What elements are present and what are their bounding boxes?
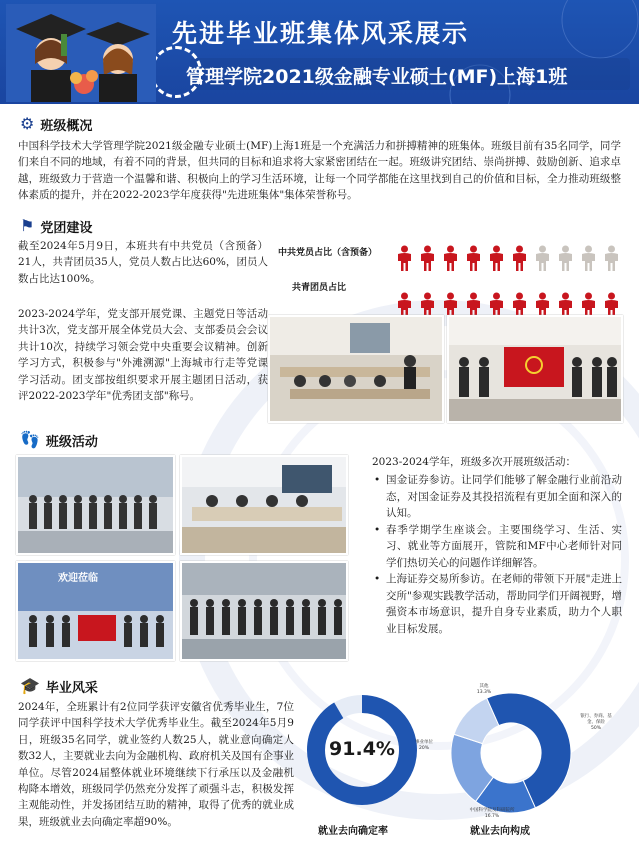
graduation-text: 2024年，全班累计有2位同学获评安徽省优秀毕业生，7位同学获评中国科学技术大学优秀毕业生。截至2024年5月9日，班级35名同学，就业签约人数25人，就业意向确定人数32人，主要就业去向为金融机构、政府机关及国有企事业单位。尽管2024届整体就业环境继续下行承压以及金融机构降本增效，班级同学仍然充分发挥了顽强斗志，积极发挥主观能动性，并发扬团结互助的精神，取得了优秀的就业成果，班级就业去向确定率超90%。 <box>18 701 294 828</box>
party-meeting-photo <box>268 315 444 423</box>
league-member-label: 共青团员占比 <box>292 283 347 293</box>
overview-title: 班级概况 <box>40 118 93 134</box>
employment-rate-value: 91.4% <box>329 738 395 760</box>
party-member-person-filled <box>396 245 413 271</box>
party-member-person-filled <box>511 245 528 271</box>
slice-label: 银行、券商、基金、保险 50% <box>580 714 612 731</box>
party-member-person-empty <box>580 245 597 271</box>
slice-label: 中国科学院及科研院所 16.7% <box>469 808 515 819</box>
activity-item: • 春季学期学生座谈会。主要围绕学习、生活、实习、就业等方面展开，管院和MF中心老师针对同学们热切关心的问题作详细解答。 <box>374 522 622 572</box>
activity-banner-text: 欢迎莅临 <box>58 573 98 584</box>
activities-title: 班级活动 <box>45 434 98 450</box>
footprints-icon: 👣 <box>20 430 40 449</box>
activity-item: • 国金证券参访。让同学们能够了解金融行业前沿动态，对国金证券及其投招流程有更加全面和深入的认知。 <box>374 472 622 522</box>
party-member-person-filled <box>442 245 459 271</box>
party-member-stat <box>278 245 626 271</box>
activities-heading <box>20 430 98 450</box>
activity-photo-3 <box>16 561 175 661</box>
league-member-stat <box>278 280 626 318</box>
employment-rate-caption: 就业去向确定率 <box>318 826 388 837</box>
activity-item: • 上海证券交易所参访。在老师的带领下开展"走进上交所"参观实践教学活动，帮助同学们开阔视野，增强资本市场意识，提升自身专业素质，助力个人职业目标发展。 <box>374 571 622 637</box>
employment-destination-chart <box>448 690 574 816</box>
poster-title: 先进毕业班集体风采展示 <box>172 19 470 48</box>
gear-icon: ⚙ <box>20 114 35 133</box>
party-member-person-empty <box>557 245 574 271</box>
flag-icon: ⚑ <box>20 216 35 235</box>
graduation-cap-icon: 🎓 <box>20 676 40 695</box>
party-group-photo <box>447 315 623 423</box>
graduates-illustration <box>6 4 156 102</box>
party-member-person-empty <box>603 245 620 271</box>
slice-label: 事业单位 20% <box>415 740 433 751</box>
slice-label: 其他 13.3% <box>476 684 492 695</box>
activity-photo-1 <box>16 455 175 555</box>
party-text-1: 截至2024年5月9日，本班共有中共党员（含预备）21人，共青团员35人，党员人数占比达60%，团员人数占比达100%。 <box>18 240 268 285</box>
activity-photo-2 <box>180 455 348 555</box>
party-member-label: 中共党员占比（含预备） <box>278 248 378 258</box>
party-member-pictograph <box>396 245 626 271</box>
party-member-person-filled <box>465 245 482 271</box>
overview-text: 中国科学技术大学管理学院2021级金融专业硕士(MF)上海1班是一个充满活力和拼搏精神的班集体。班级目前有35名同学，同学们来自不同的地域，有着不同的背景，但共同的目标和追求将大家紧密团结在一起。班级讲究团结、崇尚拼搏、鼓励创新、追求卓越，班级致力于营造一个温馨和谐、积极向上的学习生活环境，让每一个同学都能在这里找到自己的价值和目标，全力推动班级整体素质的提升，并在2022-2023学年度获得"先进班集体"集体荣誉称号。 <box>18 140 621 202</box>
graduation-heading <box>20 676 98 696</box>
activities-list <box>374 472 622 637</box>
party-member-person-filled <box>419 245 436 271</box>
activities-intro: 2023-2024学年，班级多次开展班级活动： <box>372 456 576 468</box>
party-title: 党团建设 <box>40 220 93 236</box>
overview-heading <box>20 114 92 134</box>
poster-subtitle: 管理学院2021级金融专业硕士(MF)上海1班 <box>186 66 568 88</box>
activity-photo-4 <box>180 561 348 661</box>
party-member-person-filled <box>488 245 505 271</box>
graduation-title: 毕业风采 <box>45 680 98 696</box>
party-heading <box>20 216 92 236</box>
party-member-person-empty <box>534 245 551 271</box>
party-text-2: 2023-2024学年，党支部开展党课、主题党日等活动共计3次，党支部开展全体党员大会、支部委员会会议共计10次，持续学习领会党中央重要会议精神。创新学习方式，积极参与"外滩溯源"上海城市行走等党课学习活动。团支部按组织要求开展主题团日活动，获评2022-2023学年"优秀团支部"称号。 <box>18 308 268 403</box>
header-banner <box>0 0 639 104</box>
employment-destination-caption: 就业去向构成 <box>470 826 530 837</box>
